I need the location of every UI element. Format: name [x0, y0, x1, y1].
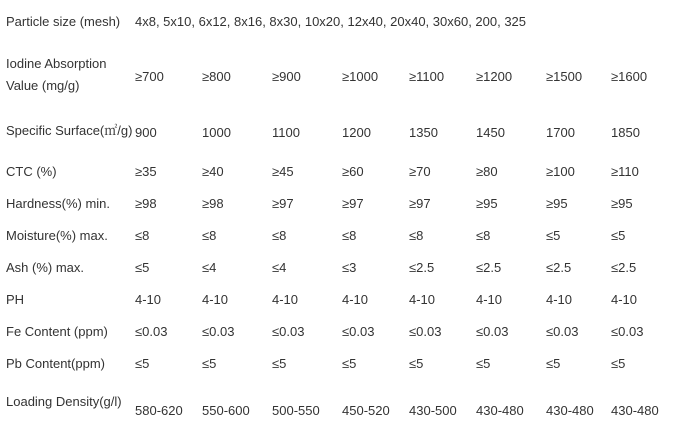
cell: ≤2.5: [546, 260, 572, 275]
row-label: Particle size (mesh): [6, 14, 121, 29]
cell: ≥80: [476, 164, 498, 179]
cell: ≤0.03: [409, 324, 442, 339]
cell: 4-10: [476, 292, 503, 307]
cell: ≥95: [546, 196, 568, 211]
cell: ≥700: [135, 69, 164, 84]
cell: ≤5: [202, 356, 217, 371]
cell: ≤5: [546, 356, 561, 371]
cell: 4-10: [611, 292, 638, 307]
cell: 1000: [202, 125, 231, 140]
cell: ≥97: [272, 196, 294, 211]
cell: ≤5: [342, 356, 357, 371]
cell: ≤8: [202, 228, 217, 243]
cell: 500-550: [272, 403, 320, 418]
cell: ≥97: [409, 196, 431, 211]
cell: ≥70: [409, 164, 431, 179]
cell: ≥98: [135, 196, 157, 211]
cell: ≤4: [202, 260, 217, 275]
row-label: Loading Density(g/l): [6, 394, 122, 409]
cell: ≥60: [342, 164, 364, 179]
cell: ≤0.03: [546, 324, 579, 339]
cell: ≤5: [135, 356, 150, 371]
row-label: Pb Content(ppm): [6, 356, 105, 371]
cell: ≤0.03: [202, 324, 235, 339]
cell: 430-500: [409, 403, 457, 418]
cell: ≤8: [409, 228, 424, 243]
cell: ≥1100: [409, 69, 445, 84]
cell: ≤5: [135, 260, 150, 275]
cell: ≤2.5: [476, 260, 502, 275]
cell: 1100: [272, 125, 300, 140]
cell: 4-10: [272, 292, 299, 307]
cell: ≤0.03: [611, 324, 644, 339]
table-row-moisture: [0, 220, 676, 252]
row-label: Ash (%) max.: [6, 260, 85, 275]
table-row-ctc: [0, 156, 676, 188]
cell: ≥95: [611, 196, 633, 211]
cell: ≤5: [611, 228, 626, 243]
cell: ≤0.03: [342, 324, 375, 339]
cell: ≤0.03: [135, 324, 168, 339]
cell: ≤5: [546, 228, 561, 243]
cell: ≥900: [272, 69, 301, 84]
cell: 450-520: [342, 403, 390, 418]
cell: ≥1000: [342, 69, 379, 84]
cell: ≤4: [272, 260, 287, 275]
table-row-iodine: [0, 44, 676, 106]
cell: 1850: [611, 125, 640, 140]
table-row-hardness: [0, 188, 676, 220]
row-label: CTC (%): [6, 164, 57, 179]
table-row-ph: [0, 284, 676, 316]
cell: ≥100: [546, 164, 575, 179]
cell: 580-620: [135, 403, 183, 418]
cell: 430-480: [546, 403, 594, 418]
cell: 430-480: [476, 403, 524, 418]
cell: ≥1500: [546, 69, 583, 84]
cell: 4-10: [546, 292, 573, 307]
cell: 4-10: [202, 292, 229, 307]
row-label: Moisture(%) max.: [6, 228, 108, 243]
row-label: Fe Content (ppm): [6, 324, 108, 339]
cell: ≤8: [135, 228, 150, 243]
cell: ≤8: [476, 228, 491, 243]
cell: 4-10: [342, 292, 369, 307]
cell: ≥800: [202, 69, 231, 84]
cell: ≤5: [272, 356, 287, 371]
cell: ≥1600: [611, 69, 648, 84]
table-row-ash: [0, 252, 676, 284]
cell: ≤0.03: [476, 324, 509, 339]
table-row-pb-content: [0, 348, 676, 380]
cell: ≤2.5: [409, 260, 435, 275]
table-row-fe-content: [0, 316, 676, 348]
cell: 900: [135, 125, 157, 140]
cell: ≤8: [342, 228, 357, 243]
row-label: Iodine Absorption Value (mg/g): [6, 56, 107, 93]
table-row-specific-surface: [0, 106, 676, 156]
cell: ≥35: [135, 164, 157, 179]
row-label: PH: [6, 292, 25, 307]
cell: ≥110: [611, 164, 639, 179]
cell: ≤0.03: [272, 324, 305, 339]
cell: 1350: [409, 125, 438, 140]
cell: ≥45: [272, 164, 294, 179]
cell: 1450: [476, 125, 505, 140]
cell: ≥1200: [476, 69, 513, 84]
cell: ≤8: [272, 228, 287, 243]
cell: 550-600: [202, 403, 250, 418]
table-row-loading-density: [0, 380, 676, 424]
row-label: Hardness(%) min.: [6, 196, 111, 211]
cell: 4-10: [135, 292, 162, 307]
cell: 430-480: [611, 403, 659, 418]
cell: ≥95: [476, 196, 498, 211]
cell: ≤5: [611, 356, 626, 371]
row-label: Specific Surface(㎡/g): [6, 123, 133, 138]
cell: 4-10: [409, 292, 436, 307]
table-row-particle-size: [0, 0, 676, 44]
row-value: 4x8, 5x10, 6x12, 8x16, 8x30, 10x20, 12x40, 20x40, 30x60, 200, 325: [135, 14, 527, 29]
cell: 1700: [546, 125, 575, 140]
cell: ≥40: [202, 164, 224, 179]
cell: ≤5: [409, 356, 424, 371]
cell: ≥97: [342, 196, 364, 211]
cell: ≥98: [202, 196, 224, 211]
cell: ≤3: [342, 260, 357, 275]
cell: 1200: [342, 125, 371, 140]
cell: ≤5: [476, 356, 491, 371]
cell: ≤2.5: [611, 260, 637, 275]
